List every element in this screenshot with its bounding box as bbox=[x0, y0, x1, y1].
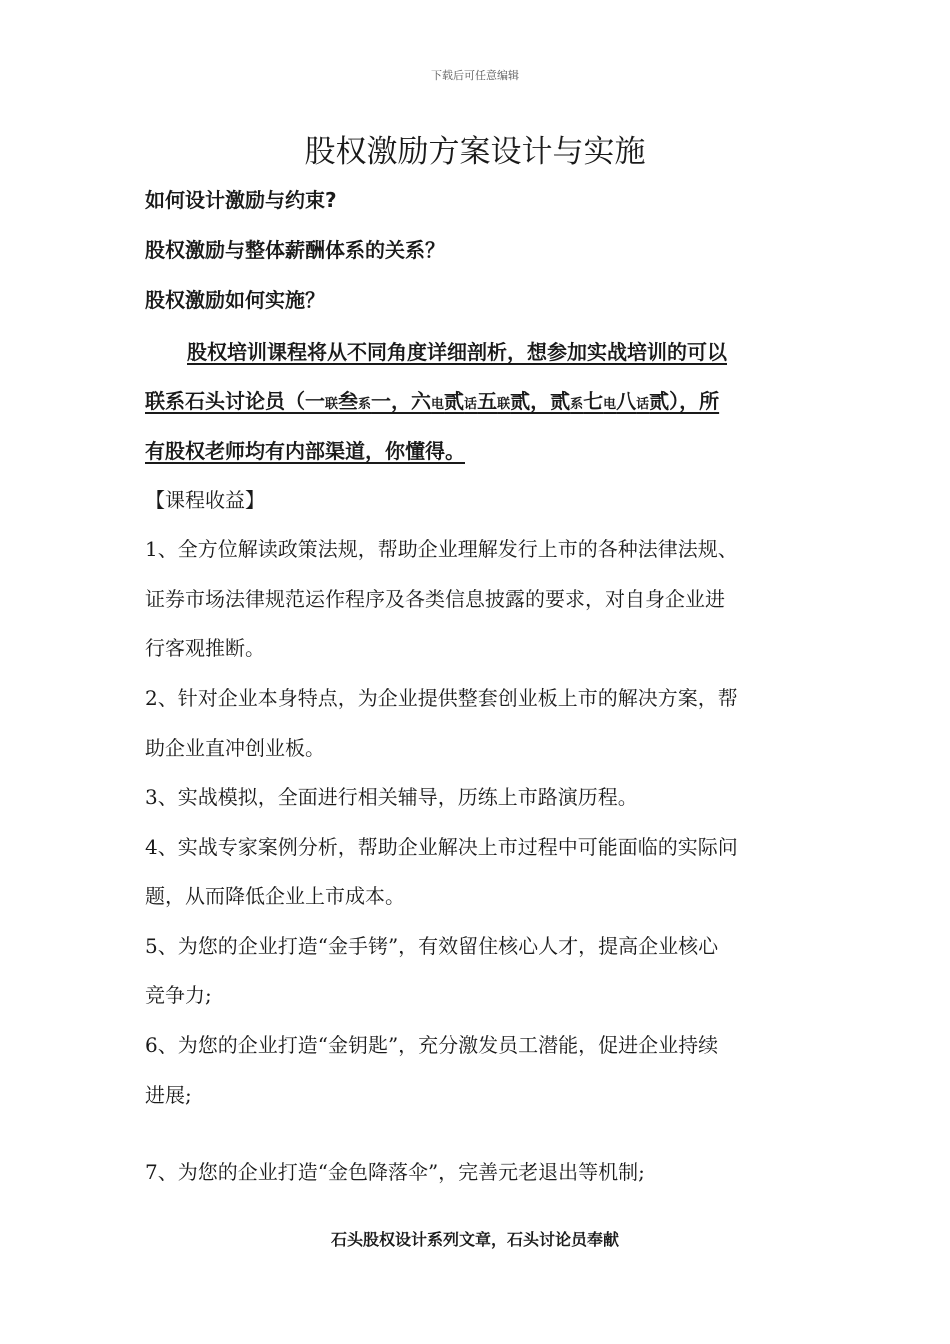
header-note: 下载后可任意编辑 bbox=[431, 69, 519, 82]
contact-segment: 七 bbox=[583, 389, 604, 413]
benefit-5-line-2: 竞争力; bbox=[145, 983, 212, 1007]
contact-line-1: 股权培训课程将从不同角度详细剖析，想参加实战培训的可以 bbox=[187, 340, 727, 364]
contact-segment-small: 联 bbox=[497, 397, 511, 412]
benefit-1-line-2: 证券市场法律规范运作程序及各类信息披露的要求，对自身企业进 bbox=[145, 587, 725, 611]
benefit-2-line-1: 2、针对企业本身特点，为企业提供整套创业板上市的解决方案，帮 bbox=[145, 686, 738, 710]
benefit-1-line-1: 1、全方位解读政策法规，帮助企业理解发行上市的各种法律法规、 bbox=[145, 537, 738, 561]
benefit-4-line-1: 4、实战专家案例分析，帮助企业解决上市过程中可能面临的实际问 bbox=[145, 835, 738, 859]
contact-segment: 叁 bbox=[338, 389, 359, 413]
contact-segment: 贰），所 bbox=[649, 389, 720, 413]
contact-segment: 八 bbox=[616, 389, 637, 413]
contact-line-3: 有股权老师均有内部渠道，你懂得。 bbox=[145, 439, 465, 463]
contact-segment-small: 电 bbox=[603, 397, 617, 412]
footer-note: 石头股权设计系列文章，石头讨论员奉献 bbox=[330, 1230, 619, 1249]
benefit-6-line-1: 6、为您的企业打造“金钥匙”，充分激发员工潜能，促进企业持续 bbox=[145, 1033, 719, 1057]
contact-segment: 联系石头讨论员（一 bbox=[145, 389, 325, 413]
benefit-5-line-1: 5、为您的企业打造“金手铐”，有效留住核心人才，提高企业核心 bbox=[145, 934, 719, 958]
question-3: 股权激励如何实施？ bbox=[145, 288, 325, 312]
contact-segment: 贰，贰 bbox=[510, 389, 571, 413]
contact-segment-small: 电 bbox=[431, 397, 445, 412]
contact-segment: 一，六 bbox=[371, 389, 432, 413]
benefit-3-line-1: 3、实战模拟，全面进行相关辅导，历练上市路演历程。 bbox=[145, 785, 638, 809]
contact-segment: 五 bbox=[477, 389, 498, 413]
benefit-6-line-2: 进展; bbox=[145, 1083, 192, 1107]
benefit-1-line-3: 行客观推断。 bbox=[145, 636, 265, 660]
question-1: 如何设计激励与约束? bbox=[145, 188, 337, 212]
contact-segment-small: 系 bbox=[570, 397, 584, 412]
contact-segment-small: 话 bbox=[636, 397, 650, 412]
contact-segment-small: 联 bbox=[325, 397, 339, 412]
benefit-2-line-2: 助企业直冲创业板。 bbox=[145, 736, 325, 760]
contact-segment-small: 话 bbox=[464, 397, 478, 412]
document-title: 股权激励方案设计与实施 bbox=[304, 134, 646, 170]
question-2: 股权激励与整体薪酬体系的关系？ bbox=[145, 238, 445, 262]
contact-line-2 bbox=[145, 387, 815, 419]
contact-segment: 贰 bbox=[444, 389, 465, 413]
benefit-4-line-2: 题，从而降低企业上市成本。 bbox=[145, 884, 405, 908]
section-heading: 【课程收益】 bbox=[145, 488, 265, 512]
benefit-7-line-1: 7、为您的企业打造“金色降落伞”，完善元老退出等机制; bbox=[145, 1160, 645, 1184]
contact-segment-small: 系 bbox=[358, 397, 372, 412]
